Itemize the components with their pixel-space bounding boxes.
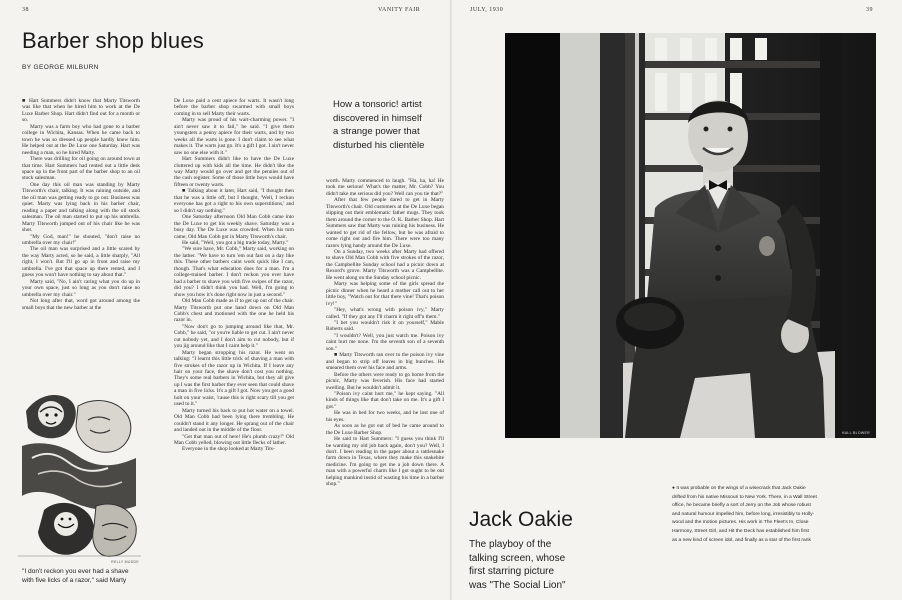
barber-shop-illustration — [18, 386, 141, 565]
paragraph: Old Man Cobb made as if to get up out of the chair. Marty Titsworth put one hand down on Old Man Cobb's chest and motioned with the one he held his razor in. — [174, 298, 294, 324]
bio-line: drifted from his native Missouri to New York. There, in a Wall Street — [672, 494, 817, 500]
paragraph: Marty was helping some of the girls spread the picnic dinner when he heard a mother call out to her little boy, "Watch out for that there vine! That's poison ivy!" — [326, 281, 444, 307]
magazine-name: VANITY FAIR — [378, 7, 421, 13]
paragraph: One day this oil man was standing by Marty Titsworth's chair, talking. It was raining outside, and the oil man was getting ready to go out. Business was quiet. Marty was lying back in his barber chair, reading a paper and talking along with the oil stock salesman. The oil man started to put up his umbrella. Marty Titsworth jumped out of his chair like he was shot. — [22, 181, 140, 234]
paragraph: He said, "Well, you got a big trade today, Marty." — [182, 239, 289, 246]
bio-line: wood and the motion pictures. His work in The Fleet's In, Close — [672, 520, 809, 526]
bio-line: and natural humour impelled him, before long, irresistibly to Holly- — [672, 511, 815, 517]
pull-quote-line: How a tonsoric! artist — [333, 99, 422, 110]
paragraph: Before the others were ready to go home from the picnic, Marty was feverish. His face had started swelling. But he wouldn't admit it. — [326, 371, 444, 391]
subtitle-line: first starring picture — [469, 566, 555, 577]
jack-oakie-photo — [505, 33, 876, 438]
paragraph: After that few people dared to get in Marty Titsworth's chair. Old customers at the De Luxe began slipping out their emblematic father mugs. They took them around the corner to the O. K. Barber Shop. Hart Summers saw that Marty was ruining his business. He wanted to get rid of the fellow, but he was afraid to come right out and fire him. There were too many razors lying handy around the De Luxe. — [326, 197, 444, 249]
bio-line: office, he became briefly a sort of Jerry on the Job whose robust — [672, 503, 811, 509]
paragraph: ■ Talking about it later, Hart said, "I thought then that he was a little off, but I thought, 'Well, I reckon everyone has got a right to his own superstitions,' and so I didn't say nothing." — [174, 188, 294, 214]
photo-credit: HALL BLOWER — [841, 431, 870, 435]
paragraph: He was in bed for two weeks, and he lost one of his eyes. — [326, 410, 444, 423]
paragraph: As soon as he got out of bed he came around to the De Luxe Barber Shop. — [326, 423, 444, 436]
photo-image — [505, 33, 876, 438]
paragraph: He said to Hart Summers: "I guess you think I'll be wanting my old job back again, don't you? Well, I don't. I been reading in the paper about a rattlesnake farm down in Texas, where they make this snakebite medicine. I'm going to get me a job down there. A man with a powerful charm like I got ought to be out helping mankind instid of wasting his time in a barber shop." — [326, 436, 444, 488]
subtitle-line: The playboy of the — [469, 539, 552, 550]
paragraph: "Get that man out of here! He's plumb crazy!" Old Man Cobb yelled, blowing out little flecks of lather. — [174, 433, 294, 447]
paragraph: On a Sunday, two weeks after Marty had offered to shave Old Man Cobb with five strokes of the razor, the Campbellite Sunday school had a picnic down at Rexord's grove. Marty Titsworth was a Campbellite. He went along on the Sunday school picnic. — [326, 248, 444, 281]
paragraph: Marty turned his back to put hot water on a towel. Old Man Cobb had been lying there trembling. He couldn't stand it any longer. He sprang out of the chair and landed out in the middle of the floor. — [174, 407, 294, 434]
bio-line: ● It was probable on the wings of a wisecrack that Jack Oakie — [672, 486, 806, 491]
article-column-3 — [326, 178, 444, 590]
pull-quote-line: a strange power that — [333, 126, 420, 137]
paragraph: worth. Marty commenced to laugh. "Ha, ha, ha! He took me serious! What's the matter, Mr. Cobb? You didn't take me serious did you? Well can you tie that?" — [326, 178, 444, 197]
bio-line: Harmony, Street Girl, and Hit the Deck has established him first — [672, 528, 809, 534]
illustration-drawing — [18, 386, 141, 565]
article-column-2 — [174, 98, 294, 590]
paragraph: De Luxe paid a cent apiece for warts. It wasn't long before the barber shop swarmed with small boys coming in to sell Marty their warts. — [174, 98, 294, 117]
article-column-1 — [22, 98, 140, 380]
article-title: Barber shop blues — [22, 28, 204, 53]
paragraph: "I wouldn't? Well, you just watch me. Poison ivy caint hurt me none. I'm the seventh son of a seventh son." — [326, 332, 444, 352]
paragraph: Everyone in the shop looked at Marty Tits- — [182, 446, 275, 453]
paragraph: ■ Hart Summers didn't know that Marty Titsworth was like that when he hired him to work at the De Luxe Barber Shop. Hart didn't find out for a month or so. — [22, 98, 140, 124]
paragraph: Marty was proud of his wart-charming power. "I ain't never saw it to fail," he said. "I give them youngsters a penny apiece for their warts, and by two weeks all the warts is gone. I don't claim to see what makes it. The warts just go. It's a gift I got. I ain't never saw no one else with it." — [174, 117, 294, 156]
pull-quote-line: discovered in himself — [333, 112, 422, 124]
paragraph: "Hey, what's wrong with poison ivy," Marty called. "If they got any I'll charm it right off'n them." — [326, 307, 444, 320]
caption-line: "I don't reckon you ever had a shave — [22, 568, 129, 575]
paragraph: Marty began stropping his razor. He went on talking: "I learnt this little trick of shaving a man with five strokes of the razor up in Wichita. If I leave any hair on your face, the shave don't cost you nothing. They's some real barbers in Wichita, but they all give up I was the first barber they ever seen that could shave a man in five licks. It's a gift I got. Now you get a good holt on your waist, 'cause this is right scary till you get used to it." — [174, 349, 294, 408]
right-page-number: 39 — [866, 7, 873, 13]
left-page-number: 38 — [22, 7, 29, 13]
bio-line: as a new kind of screen idol, and finally as a star of the first rank — [672, 537, 811, 543]
issue-date: JULY, 1930 — [470, 7, 504, 13]
paragraph: Not long after that, word got around among the small boys that the new barber at the — [22, 298, 140, 311]
paragraph: Marty was a farm boy who had gone to a barber college in Wichita, Kansas. When he came back to town he was so dressed up people hardly knew him. He helped out at the De Luxe one Saturday. Hart was needing a man, so he hired Marty. — [22, 123, 140, 156]
illustration-credit: RELLY MUDDE — [111, 560, 139, 564]
caption-line: with five licks of a razor," said Marty — [22, 577, 127, 584]
paragraph: "I bet you wouldn't risk it on yourself," Mable Roberts said. — [326, 319, 444, 333]
paragraph: "We sure have, Mr. Cobb," Marty said, working on the lather. "We have to turn 'em out fast on a day like this. These other barbers caint work quick like I can, though. That's what education does for a man. I'm a college-trained barber. I don't reckon you ever have had a barber to shave you with five swipes of the razor, did you? I didn't think you had. Well, I'm going to show you how it's done right now in just a second." — [174, 246, 294, 298]
profile-subtitle — [469, 538, 654, 592]
profile-bio — [672, 485, 878, 545]
page-gutter — [450, 0, 452, 600]
paragraph: Marty said, "No, I ain't caring what you do up in your own space, just so long as you don't raise no umbrella over my chair." — [22, 278, 140, 298]
paragraph: One Saturday afternoon Old Man Cobb came into the De Luxe to get his weekly shave. Saturday was a busy day. The De Luxe was crowded. When his turn came, Old Man Cobb got in Marty Titsworth's chair. — [174, 214, 294, 240]
subtitle-line: was "The Social Lion" — [469, 579, 566, 591]
illustration-caption — [22, 567, 152, 585]
paragraph: "My God, man!" he shouted, "don't raise no umbrella over my chair!" — [22, 233, 140, 246]
paragraph: Hart Summers didn't like to have the De Luxe cluttered up with kids all the time. He didn't like the way Marty would go over and get the pennies out of the cash register. Some of those little boys would have fifteen or twenty warts. — [174, 156, 294, 188]
paragraph: The oil man was surprised and a little scared by the way Marty acted, so he said, a little sharply, "All right, I won't. But I'll go up in front and raise my umbrella. I've got that space up there rented, and I guess you won't have nothing to say about that." — [22, 246, 140, 279]
paragraph: "Poison ivy caint hurt me," he kept saying. "All kinds of things like that don't take on me. It's a gift I got." — [326, 390, 444, 410]
profile-name: Jack Oakie — [469, 508, 573, 531]
paragraph: There was drilling for oil going on around town at that time. Hart Summers had rented out a little desk space up in the front part of the barber shop to an oil stock salesman. — [22, 156, 140, 182]
pull-quote — [333, 98, 448, 152]
pull-quote-line: disturbed his clientèle — [333, 139, 425, 151]
paragraph: "Now don't go to jumping around like that, Mr. Cobb," he said, "or you're liable to get cut. I ain't never cut nobody yet, and I don't aim to cut nobody, but if you jig around like that I caint help it." — [174, 323, 294, 350]
paragraph: ■ Marty Titsworth ran over to the poison ivy vine and began to strip off leaves in big bunches. He smeared them over his face and arms. — [326, 352, 444, 372]
article-byline: BY GEORGE MILBURN — [22, 64, 99, 71]
subtitle-line: talking screen, whose — [469, 552, 566, 564]
